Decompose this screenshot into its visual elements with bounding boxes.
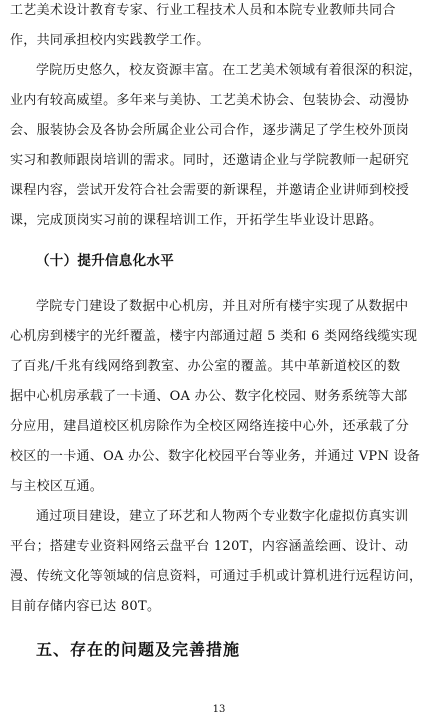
- paragraph-line: 学院历史悠久，校友资源丰富。在工艺美术领域有着很深的积淀，: [36, 63, 422, 78]
- paragraph-line: 实习和教师跟岗培训的需求。同时，还邀请企业与学院教师一起研究: [10, 153, 410, 168]
- paragraph-line: 作，共同承担校内实践教学工作。: [10, 33, 210, 48]
- paragraph-line: 课程内容，尝试开发符合社会需要的新课程，并邀请企业讲师到校授: [10, 183, 410, 198]
- page-number: 13: [212, 704, 226, 715]
- paragraph-line: 平台；搭建专业资料网络云盘平台 120T，内容涵盖绘画、设计、动: [10, 539, 409, 554]
- paragraph-line: 课，完成顶岗实习前的课程培训工作，开拓学生毕业设计思路。: [10, 213, 383, 228]
- paragraph-line: 漫、传统文化等领域的信息资料，可通过手机或计算机进行远程访问，: [10, 569, 423, 584]
- paragraph-line: 据中心机房承载了一卡通、OA 办公、数字化校园、财务系统等大部: [10, 389, 408, 404]
- paragraph-line: 会、服装协会及各协会所属企业公司合作，逐步满足了学生校外顶岗: [10, 123, 410, 138]
- paragraph-line: 目前存储内容已达 80T。: [10, 599, 161, 614]
- section-heading-5: 五、存在的问题及完善措施: [36, 640, 241, 659]
- paragraph-line: 学院专门建设了数据中心机房，并且对所有楼宇实现了从数据中: [36, 299, 409, 314]
- paragraph-line: 心机房到楼宇的光纤覆盖，楼宇内部通过超 5 类和 6 类网络线缆实现: [10, 329, 418, 344]
- paragraph-line: 通过项目建设，建立了环艺和人物两个专业数字化虚拟仿真实训: [36, 509, 409, 524]
- paragraph-line: 业内有较高威望。多年来与美协、工艺美术协会、包装协会、动漫协: [10, 93, 410, 108]
- paragraph-line: 工艺美术设计教育专家、行业工程技术人员和本院专业教师共同合: [10, 3, 396, 18]
- paragraph-line: 分应用，建昌道校区机房除作为全校区网络连接中心外，还承载了分: [10, 419, 410, 434]
- section-heading-10: （十）提升信息化水平: [36, 253, 174, 269]
- paragraph-line: 校区的一卡通、OA 办公、数字化校园平台等业务，并通过 VPN 设备: [10, 449, 421, 464]
- paragraph-line: 与主校区互通。: [10, 479, 104, 494]
- paragraph-line: 了百兆/千兆有线网络到教室、办公室的覆盖。其中革新道校区的数: [10, 359, 401, 374]
